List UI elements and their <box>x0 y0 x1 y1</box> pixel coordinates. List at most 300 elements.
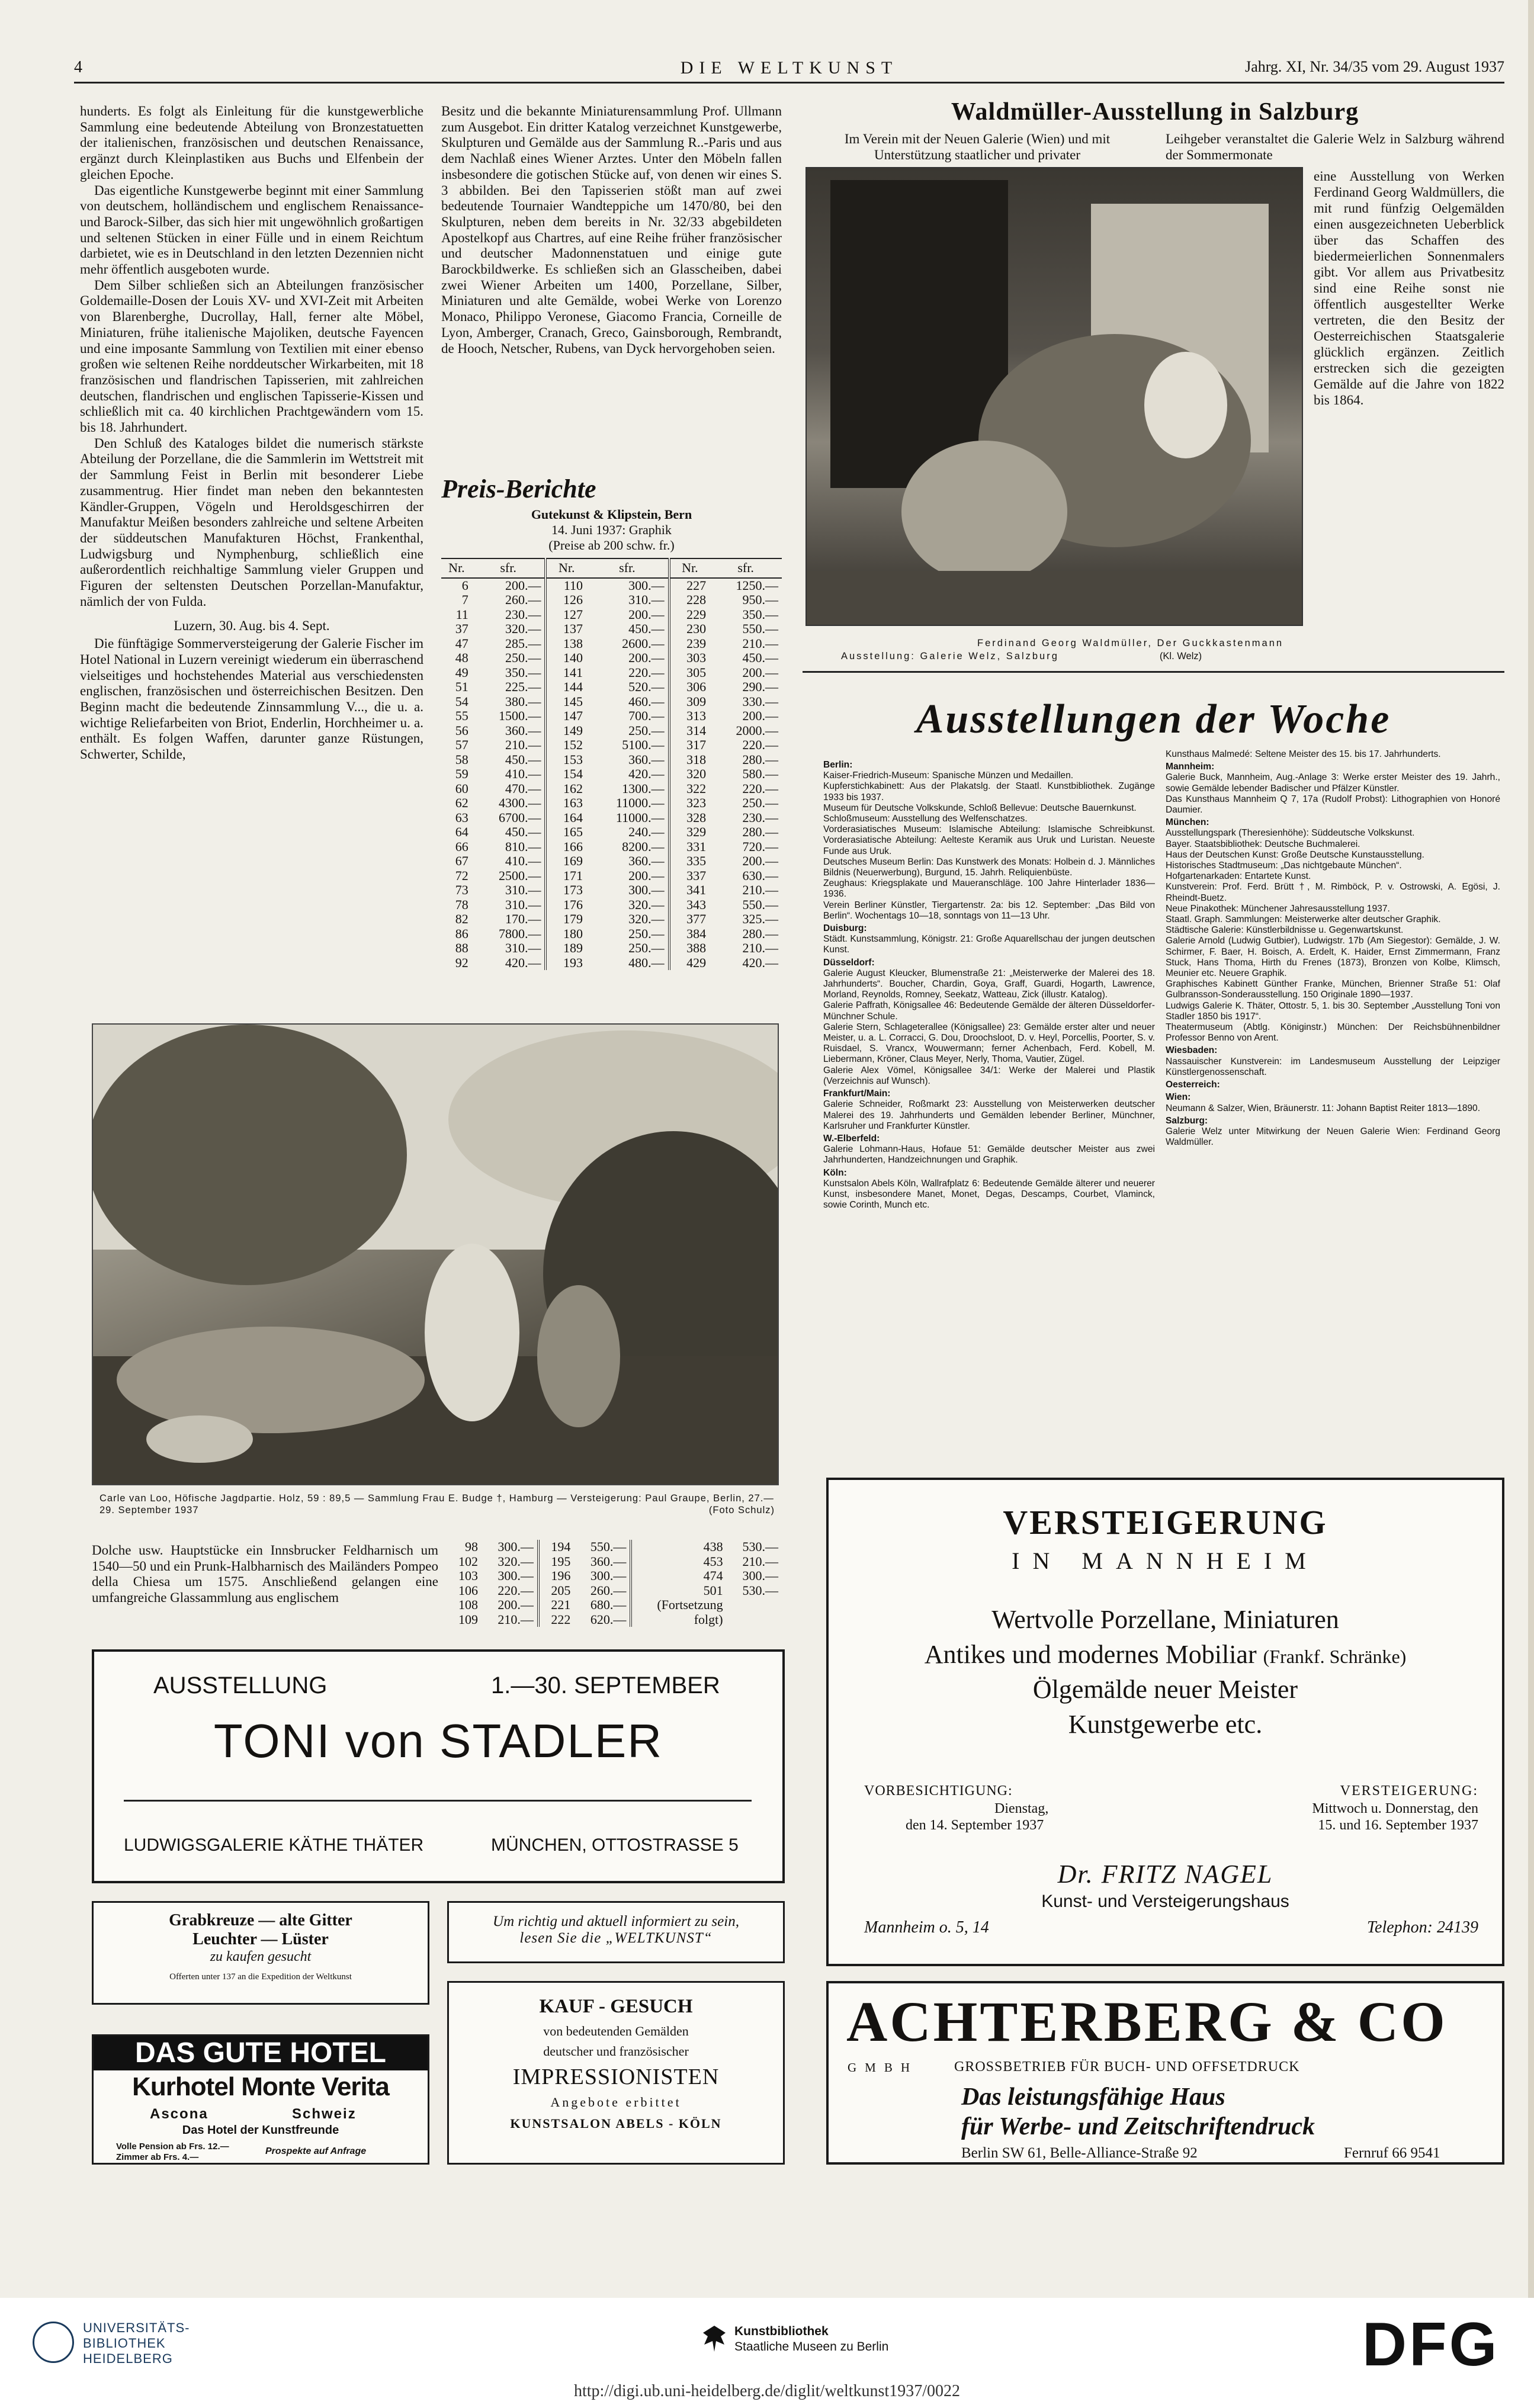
table-cell: 350.— <box>742 606 778 622</box>
ad-line: Kunst- und Versteigerungshaus <box>1041 1892 1289 1911</box>
table-cell: 227 <box>669 578 710 593</box>
table-cell: 420.— <box>505 955 541 970</box>
table-cell: 2600.— <box>622 635 665 651</box>
table-cell: 176 <box>545 898 586 913</box>
table-cell: 127 <box>545 608 586 622</box>
table-cell: 108 <box>458 1597 478 1612</box>
ad-line: KAUF - GESUCH <box>539 1996 693 2017</box>
table-cell: 470.— <box>505 781 541 796</box>
exhibition-entry: Kaiser-Friedrich-Museum: Spanische Münzen und Medaillen. <box>823 770 1074 781</box>
table-cell: 550.— <box>742 621 778 636</box>
table-cell: 360.— <box>628 853 665 868</box>
ad-line: Ascona <box>150 2106 208 2122</box>
table-cell: 82 <box>455 911 468 926</box>
table-cell: 56 <box>455 723 468 738</box>
ad-line: Grabkreuze — alte Gitter <box>169 1911 352 1929</box>
exhibition-entry: Galerie Arnold (Ludwig Gutbier), Ludwigstr. 17b (Am Siegestor): Gemälde, J. W. Schirmer, F. Baer, H. Boisch, A. Erdelt, K. Haider, Ernst Zimmermann, Franz Stuck, Hans Thoma, Hirth du Frenes (1873), Bronzen von Kolbe, Klimsch, Meunier etc. Neuere Graphik. <box>1166 936 1500 979</box>
table-cell: 173 <box>545 883 586 898</box>
waldmueller-caption <box>805 637 1493 663</box>
table-cell: 2500.— <box>498 868 541 883</box>
table-cell: 250.— <box>628 723 665 738</box>
table-cell: 300.— <box>498 1539 534 1554</box>
table-cell: 152 <box>545 738 586 753</box>
ad-headline: ACHTERBERG & CO <box>846 1990 1448 2053</box>
table-cell: 200.— <box>742 664 778 680</box>
ad-line: Berlin SW 61, Belle-Alliance-Straße 92 <box>961 2145 1198 2161</box>
university-seal-icon <box>33 2322 74 2363</box>
table-row <box>441 883 782 898</box>
painting-guckkastenmann <box>805 167 1303 626</box>
ad-line: Mittwoch u. Donnerstag, den <box>1312 1801 1478 1816</box>
rule <box>124 1800 752 1802</box>
eagle-icon <box>702 2324 727 2353</box>
table-cell: 57 <box>455 737 468 752</box>
table-cell: 320 <box>669 767 710 782</box>
exhibition-entry: Kunstsalon Abels Köln, Wallrafplatz 6: Bedeutende Gemälde älterer und neuerer Kunst, insbesondere Manet, Monet, Degas, Descamps, Courbet, Vlaminck, sowie Corinth, Munch etc. <box>823 1178 1155 1211</box>
ad-line: Wertvolle Porzellane, Miniaturen <box>991 1605 1339 1634</box>
ad-line: LUDWIGSGALERIE KÄTHE THÄTER <box>124 1835 424 1855</box>
table-cell: 330.— <box>742 693 778 709</box>
table-cell: 350.— <box>505 664 541 680</box>
paragraph: Dem Silber schließen sich an Abteilungen französischer Goldemaille-Dosen der Louis XV- und XVI-Zeit mit Arbeiten von Blarenberghe, Ducrollay, Hall, ferner alte Möbel, Miniaturen, frühe italienische Majoliken, deutsche Fayencen und eine imposante Sammlung von Textilien mit einer ebenso großen wie seltenen Reihe norddeutscher Wirkarbeiten, mit 18 französischen und flandrischen Tapisserien, mit zahlreichen deutschen, flandrischen und englischen Tapisserie-Kissen und schließlich mit ca. 40 kirchlichen Prachtgewändern vom 15. bis 18. Jahrhundert. <box>80 277 423 435</box>
ad-line: Antikes und modernes Mobiliar (Frankf. Schränke) <box>924 1640 1407 1669</box>
table-cell: 49 <box>455 664 468 680</box>
table-row <box>441 840 782 855</box>
table-row <box>447 1555 782 1569</box>
dfg-logo: DFG <box>1362 2310 1500 2379</box>
table-cell: 313 <box>669 709 710 724</box>
table-cell: 59 <box>455 766 468 781</box>
table-cell: 320.— <box>628 897 665 912</box>
table-cell: 325.— <box>742 911 778 926</box>
table-cell: 72 <box>455 868 468 883</box>
paragraph: Im Verein mit der Neuen Galerie (Wien) und mit Unterstützung staatlicher und privater <box>844 131 1111 162</box>
table-cell: 228 <box>669 593 710 608</box>
table-cell: 230.— <box>742 810 778 825</box>
table-cell: 86 <box>455 926 468 941</box>
paragraph: Dolche usw. Hauptstücke ein Innsbrucker Feldharnisch um 1540—50 und ein Prunk-Halbharnisch des Mailänders Pompeo della Chiesa um 1575. Anschließend gelangen eine umfangreiche Glassammlung aus englischem <box>92 1543 438 1605</box>
ad-line: Volle Pension ab Frs. 12.— <box>116 2141 229 2152</box>
ad-line: AUSSTELLUNG <box>153 1672 328 1699</box>
ad-headline: TONI von STADLER <box>213 1715 663 1767</box>
table-row <box>441 811 782 826</box>
exhibition-entry: Haus der Deutschen Kunst: Große Deutsche Kunstausstellung. <box>1166 849 1424 860</box>
page-number: 4 <box>74 58 82 76</box>
exhibition-entry: Galerie August Kleucker, Blumenstraße 21: „Meisterwerke der Malerei des 18. Jahrhunderts“. Boucher, Chardin, Goya, Graff, Guardi, Hogarth, Lawrence, Morland, Reynolds, Romney, Seekatz, Watteau, Zick (illustr. Katalog). <box>823 968 1155 1000</box>
exhibition-entry: Galerie Welz unter Mitwirkung der Neuen Galerie Wien: Ferdinand Georg Waldmüller. <box>1166 1126 1500 1148</box>
ad-kaufgesuch <box>447 1981 785 2165</box>
table-cell: folgt) <box>631 1613 726 1627</box>
table-cell: 5100.— <box>622 737 665 752</box>
ad-achterberg <box>826 1981 1504 2165</box>
table-cell: 98 <box>464 1539 478 1554</box>
table-row <box>447 1569 782 1584</box>
table-cell: 7800.— <box>498 926 541 941</box>
table-cell: 380.— <box>505 693 541 709</box>
table-cell: 221 <box>538 1598 575 1613</box>
ad-grabkreuze <box>92 1901 429 2005</box>
header-rule <box>74 82 1504 84</box>
table-cell: 450.— <box>628 621 665 636</box>
ad-toni-von-stadler <box>92 1649 785 1883</box>
table-cell: 317 <box>669 738 710 753</box>
table-cell: 103 <box>458 1568 478 1583</box>
table-row <box>441 854 782 869</box>
table-cell: 170.— <box>505 911 541 926</box>
exhibition-entry: Das Kunsthaus Mannheim Q 7, 17a (Rudolf Probst): Lithographien von Honoré Daumier. <box>1166 794 1500 815</box>
ad-line: 1.—30. SEPTEMBER <box>491 1672 720 1699</box>
table-cell: 200.— <box>742 708 778 723</box>
table-cell: 810.— <box>505 839 541 854</box>
table-cell: 64 <box>455 824 468 839</box>
ad-hotel-monte-verita <box>92 2034 429 2165</box>
ad-line: GMBH <box>848 2060 919 2075</box>
table-cell: 193 <box>545 956 586 971</box>
table-row <box>441 767 782 782</box>
caption-line: Ausstellung: Galerie Welz, Salzburg (Kl. Welz) <box>841 651 1202 662</box>
exhibition-entry: Galerie Lohmann-Haus, Hofaue 51: Gemälde deutscher Meister aus zwei Jahrhunderten, Handzeichnungen und Graphik. <box>823 1144 1155 1166</box>
digitization-footer <box>0 2298 1534 2408</box>
ad-line: zu kaufen gesucht <box>210 1949 312 1964</box>
table-row <box>441 753 782 768</box>
table-cell: 140 <box>545 651 586 666</box>
ad-line: Zimmer ab Frs. 4.— <box>116 2152 199 2162</box>
exhibition-entry: Neue Pinakothek: Münchener Jahresausstellung 1937. <box>1166 903 1390 914</box>
table-cell: 220.— <box>742 737 778 752</box>
waldmueller-text <box>1314 168 1504 648</box>
table-cell: 230 <box>669 622 710 637</box>
ad-line: für Werbe- und Zeitschriftendruck <box>961 2113 1315 2140</box>
col-header: Nr. <box>669 558 710 578</box>
table-cell: 230.— <box>505 606 541 622</box>
table-cell: 700.— <box>628 708 665 723</box>
paragraph: eine Ausstellung von Werken Ferdinand Georg Waldmüllers, die mit rund fünfzig Oelgemälden einen ausgezeichneten Ueberblick über das Schaffen des biedermeierlichen Sonnenmalers gibt. Vor allem aus Privatbesitz sind eine Reihe sonst nie öffentlich ausgestellter Werke vertreten, die den Besitz der Oesterreichischen Staatsgalerie glücklich ergänzen. Zeitlich erstrecken sich die gezeigten Gemälde auf die Jahre von 1822 bis 1864. <box>1314 169 1504 407</box>
table-cell: 110 <box>545 578 586 593</box>
exhibition-entry: Schloßmuseum: Ausstellung des Welfenschatzes. <box>823 814 1028 824</box>
table-cell: 154 <box>545 767 586 782</box>
table-cell: 303 <box>669 651 710 666</box>
exhibition-entry: Ludwigs Galerie K. Thäter, Ottostr. 5, 1. bis 30. September „Ausstellung Toni von Stadler 1850 bis 1917“. <box>1166 1000 1500 1022</box>
table-cell: 530.— <box>742 1539 778 1554</box>
table-cell: 360.— <box>505 723 541 738</box>
table-cell: 7 <box>461 592 468 607</box>
ad-line: VORBESICHTIGUNG: <box>864 1783 1013 1799</box>
exhibition-city: Berlin: <box>823 760 853 770</box>
paragraph: hunderts. Es folgt als Einleitung für die kunstgewerbliche Sammlung eine bedeutende Abteilung von Bronzestatuetten der italienischen, französischen und deutschen Renaissance, ergänzt durch Kleinplastiken aus Buchs und Elfenbein der gleichen Epoche. <box>80 104 423 182</box>
table-cell: 169 <box>545 854 586 869</box>
exhibition-entry: Museum für Deutsche Volkskunde, Schloß Bellevue: Deutsche Bauernkunst. <box>823 802 1137 813</box>
table-cell: 1300.— <box>622 781 665 796</box>
exhibition-entry: Zeughaus: Kriegsplakate und Maueranschläge. 100 Jahre Hinterlader 1836—1936. <box>823 878 1155 900</box>
table-cell: 950.— <box>742 592 778 607</box>
table-cell: 78 <box>455 897 468 912</box>
exhibition-entry: Theatermuseum (Abtlg. Königinstr.) München: Der Reichsbühnenbildner Professor Benno von Arent. <box>1166 1022 1500 1044</box>
table-cell: 310.— <box>628 592 665 607</box>
article-column-1 <box>80 104 423 998</box>
table-cell: 6700.— <box>498 810 541 825</box>
table-cell: 620.— <box>590 1611 627 1627</box>
table-cell: 630.— <box>742 868 778 883</box>
table-cell: 360.— <box>590 1553 627 1569</box>
table-cell: 240.— <box>628 824 665 839</box>
table-cell: 300.— <box>628 882 665 897</box>
exhibition-entry: Verein Berliner Künstler, Tiergartenstr. 2a: bis 12. September: „Das Bild von Berlin“. Wochentags 10—18, sonntags von 11—13 Uhr. <box>823 900 1155 921</box>
exhibition-entry: Neumann & Salzer, Wien, Bräunerstr. 11: Johann Baptist Reiter 1813—1890. <box>1166 1103 1481 1113</box>
exhibition-city: Duisburg: <box>823 923 867 934</box>
table-row <box>441 782 782 797</box>
table-cell: 680.— <box>590 1597 627 1612</box>
exhibition-entry: Galerie Buck, Mannheim, Aug.-Anlage 3: Werke erster Meister des 19. Jahrh., sowie Gemälde lebender Badischer und Pfälzer Künstler. <box>1166 772 1500 794</box>
exhibitions-title: Ausstellungen der Woche <box>916 696 1391 742</box>
table-cell: 290.— <box>742 679 778 694</box>
ad-line: Fernruf 66 9541 <box>1344 2145 1440 2161</box>
table-row <box>441 825 782 840</box>
table-cell: 210.— <box>742 882 778 897</box>
table-cell: 194 <box>538 1540 575 1555</box>
exhibition-city: Mannheim: <box>1166 762 1215 772</box>
table-cell: 260.— <box>505 592 541 607</box>
paragraph: Den Schluß des Kataloges bildet die numerisch stärkste Abteilung der Porzellane, die die Sammlerin im Wettstreit mit der Sammlung Feist in Berlin mit besonderer Liebe zusammentrug. Hier findet man neben den bekanntesten Kändler-Gruppen, Vögeln und Heroldsgeschirren der Manufaktur Meißen besonders zahlreiche und seltene Arbeiten der süddeutschen Manufakturen Höchst, Frankenthal, Ludwigsburg und Nymphenburg, schließlich eine außerordentlich reichhaltige Sammlung vieler Gruppen und Figuren der seltensten Deutschen Porzellan-Manufaktur, nämlich der von Fulda. <box>80 435 423 609</box>
table-cell: 11 <box>455 606 468 622</box>
table-row <box>441 637 782 651</box>
table-cell: 309 <box>669 695 710 709</box>
article-column-2 <box>441 104 782 471</box>
exhibition-entry: Städtische Galerie: Künstlerbildnisse u. Gegenwartskunst. <box>1166 925 1404 936</box>
exhibition-city: Wiesbaden: <box>1166 1045 1218 1056</box>
table-cell: 320.— <box>498 1553 534 1569</box>
exhibition-city: Oesterreich: <box>1166 1080 1220 1090</box>
exhibition-city: Düsseldorf: <box>823 957 875 968</box>
col-header: sfr. <box>710 558 782 578</box>
table-cell: 229 <box>669 608 710 622</box>
table-cell: 200.— <box>628 606 665 622</box>
exhibition-entry: Kunsthaus Malmedé: Seltene Meister des 15. bis 17. Jahrhunderts. <box>1166 749 1441 759</box>
table-cell: 11000.— <box>615 795 665 810</box>
table-row <box>441 796 782 811</box>
price-report-note: (Preise ab 200 schw. fr.) <box>548 538 675 553</box>
exhibition-entry: Galerie Alex Vömel, Königsallee 34/1: Werke der Malerei und Plastik (Verzeichnis auf Wunsch). <box>823 1065 1155 1086</box>
table-row <box>441 578 782 593</box>
ad-line: 15. und 16. September 1937 <box>1318 1818 1478 1833</box>
table-cell: 145 <box>545 695 586 709</box>
col-header: Nr. <box>441 558 472 578</box>
table-cell: 250.— <box>505 650 541 665</box>
table-cell: 149 <box>545 724 586 739</box>
table-cell: 200.— <box>628 650 665 665</box>
source-url[interactable]: http://digi.ub.uni-heidelberg.de/diglit/weltkunst1937/0022 <box>574 2382 960 2400</box>
table-row <box>441 666 782 680</box>
table-row <box>441 709 782 724</box>
table-cell: 420.— <box>742 955 778 970</box>
price-report-title: Preis-Berichte <box>441 474 596 503</box>
table-row <box>441 622 782 637</box>
table-cell: 260.— <box>590 1582 627 1598</box>
ad-line: Um richtig und aktuell informiert zu sein, <box>493 1913 739 1929</box>
table-row <box>441 738 782 753</box>
table-row <box>441 608 782 622</box>
table-cell: 320.— <box>628 911 665 926</box>
table-cell: 222 <box>538 1613 575 1627</box>
exhibition-entry: Ausstellungspark (Theresienhöhe): Süddeutsche Volkskunst. <box>1166 828 1415 839</box>
table-cell: 126 <box>545 593 586 608</box>
exhibition-entry: Galerie Schneider, Roßmarkt 23: Ausstellung von Meisterwerken deutscher Malerei des 19. Jahrhunderts und Gemälden lebender Berliner, Münchner, Karlsruher und Frankfurter Künstler. <box>823 1099 1155 1131</box>
table-cell: 331 <box>669 840 710 855</box>
exhibition-entry: Historisches Stadtmuseum: „Das nichtgebaute München“. <box>1166 861 1402 871</box>
exhibition-entry: Hofgartenarkaden: Entartete Kunst. <box>1166 871 1311 882</box>
table-cell: 171 <box>545 869 586 884</box>
table-cell: 280.— <box>742 752 778 767</box>
ad-line: Offerten unter 137 an die Expedition der Weltkunst <box>169 1972 352 1982</box>
table-cell: 48 <box>455 650 468 665</box>
paragraph: Leihgeber veranstaltet die Galerie Welz in Salzburg während der Sommermonate <box>1166 131 1504 162</box>
ad-line: Prospekte auf Anfrage <box>265 2146 367 2156</box>
table-cell: 429 <box>669 956 710 971</box>
exhibition-entry: Staatl. Graph. Sammlungen: Meisterwerke alter deutscher Graphik. <box>1166 914 1441 925</box>
table-cell: 200.— <box>742 853 778 868</box>
table-cell: 384 <box>669 927 710 942</box>
table-cell: 314 <box>669 724 710 739</box>
table-cell: 250.— <box>628 926 665 941</box>
hotel-name: Kurhotel Monte Verita <box>132 2072 389 2101</box>
ad-line: Dienstag, <box>994 1801 1049 1816</box>
caption-text: Carle van Loo, Höfische Jagdpartie. Holz, 59 : 89,5 — Sammlung Frau E. Budge †, Hamburg — Versteigerung: Paul Graupe, Berlin, 27.—29. September 1937 <box>100 1493 774 1516</box>
ad-line: Schweiz <box>292 2106 357 2122</box>
table-cell: 300.— <box>742 1568 778 1583</box>
table-cell: 153 <box>545 753 586 768</box>
table-row <box>441 956 782 971</box>
table-cell: 250.— <box>742 795 778 810</box>
col-header: Nr. <box>545 558 586 578</box>
exhibition-entry: Kupferstichkabinett: Aus der Plakatslg. der Staatl. Kunstbibliothek. Zugänge 1933 bis 1937. <box>823 781 1155 802</box>
ad-line: Das Hotel der Kunstfreunde <box>182 2124 339 2137</box>
table-cell: 300.— <box>498 1568 534 1583</box>
table-cell: 335 <box>669 854 710 869</box>
table-cell: 200.— <box>628 868 665 883</box>
table-cell: 720.— <box>742 839 778 854</box>
ad-line: Das leistungsfähige Haus <box>961 2083 1225 2111</box>
table-cell: 225.— <box>505 679 541 694</box>
table-cell: 60 <box>455 781 468 796</box>
table-cell: 360.— <box>628 752 665 767</box>
exhibition-entry: Kunstverein: Prof. Ferd. Brütt †, M. Rimböck, P. v. Ostrowski, A. Egösi, J. Rheindt-Buetz. <box>1166 882 1500 903</box>
table-cell: 164 <box>545 811 586 826</box>
ad-line: lesen Sie die „WELTKUNST“ <box>519 1930 713 1946</box>
ad-line: Angebote erbittet <box>550 2095 682 2110</box>
table-cell: 200.— <box>505 577 541 593</box>
table-cell: 530.— <box>742 1582 778 1598</box>
photo-credit: (Foto Schulz) <box>708 1505 775 1516</box>
table-row <box>441 869 782 884</box>
table-cell: 4300.— <box>498 795 541 810</box>
rule <box>803 671 1504 673</box>
table-cell: 162 <box>545 782 586 797</box>
company-name: Dr. FRITZ NAGEL <box>1057 1860 1273 1889</box>
table-cell: 92 <box>455 955 468 970</box>
table-cell: 550.— <box>742 897 778 912</box>
table-cell: 179 <box>545 912 586 927</box>
table-cell: 210.— <box>742 940 778 955</box>
price-table <box>441 558 782 970</box>
table-cell: 220.— <box>498 1582 534 1598</box>
table-cell: 195 <box>538 1555 575 1569</box>
table-cell: 306 <box>669 680 710 695</box>
table-row <box>447 1584 782 1598</box>
table-cell: 137 <box>545 622 586 637</box>
exhibition-entry: Deutsches Museum Berlin: Das Kunstwerk des Monats: Holbein d. J. Männliches Bildnis (Neuerwerbung), Burgund, 15. Jahrh. Reliquienbüste. <box>823 856 1155 878</box>
paragraph: Das eigentliche Kunstgewerbe beginnt mit einer Sammlung von deutschem, holländischem und englischem Renaissance- und Barock-Silber, das sich hier mit ungewöhnlich großartigen und seltenen Stücken in einer Fülle und in einem Reichtum darbietet, wie es in Deutschland in den letzten Dezennien nicht mehr öffentlich ausgeboten wurde. <box>80 182 423 277</box>
table-row <box>441 593 782 608</box>
exhibition-city: W.-Elberfeld: <box>823 1133 880 1144</box>
caption-line: Ferdinand Georg Waldmüller, Der Guckkastenmann <box>977 638 1284 648</box>
hunting-party-image <box>93 1025 778 1484</box>
table-cell: 480.— <box>628 955 665 970</box>
table-cell: 474 <box>631 1569 726 1584</box>
table-cell: 501 <box>631 1584 726 1598</box>
table-cell: 280.— <box>742 926 778 941</box>
table-cell: 47 <box>455 635 468 651</box>
table-cell: 322 <box>669 782 710 797</box>
ad-headline: VERSTEIGERUNG <box>1003 1503 1328 1542</box>
exhibition-entry: Galerie Stern, Schlageterallee (Königsallee) 23: Gemälde erster alter und neuer Meister, u. a. L. Corracci, G. Dou, Droochsloot, D. v. Heyl, Porcellis, Poorter, S. v. Ruisdael, S. Vrancx, Wouwermann; ferner Achenbach, Ferd. Kobell, M. Liebermann, Kröner, Claus Meyer, Nerly, Thoma, Vautier, Zügel. <box>823 1022 1155 1065</box>
table-cell: 165 <box>545 825 586 840</box>
kunstbibliothek-logo: Kunstbibliothek Staatliche Museen zu Berlin <box>734 2324 889 2354</box>
table-cell: 66 <box>455 839 468 854</box>
table-cell: 51 <box>455 679 468 694</box>
table-cell: 318 <box>669 753 710 768</box>
table-cell: 11000.— <box>615 810 665 825</box>
table-cell: 310.— <box>505 897 541 912</box>
masthead: DIE WELTKUNST <box>680 58 898 78</box>
table-cell: 67 <box>455 853 468 868</box>
table-cell: 460.— <box>628 693 665 709</box>
table-cell: 62 <box>455 795 468 810</box>
table-cell: 343 <box>669 898 710 913</box>
table-cell: 1500.— <box>498 708 541 723</box>
table-cell: 550.— <box>590 1539 627 1554</box>
exhibition-entry: Vorderasiatisches Museum: Islamische Abteilung: Islamische Schreibkunst. Vorderasiatische Abteilung: Aelteste Keramik aus Uruk und Luristan. Neueste Funde aus Uruk. <box>823 824 1155 856</box>
ad-line: KUNSTSALON ABELS - KÖLN <box>510 2116 722 2131</box>
table-cell: 453 <box>631 1555 726 1569</box>
table-cell: 300.— <box>628 577 665 593</box>
dateline: Luzern, 30. Aug. bis 4. Sept. <box>174 618 330 633</box>
table-cell: 200.— <box>498 1597 534 1612</box>
table-cell: 37 <box>455 621 468 636</box>
table-cell: 250.— <box>628 940 665 955</box>
table-cell: 388 <box>669 941 710 956</box>
exhibition-entry: Nassauischer Kunstverein: im Landesmuseum Ausstellung der Leipziger Künstlergenossenschaft. <box>1166 1056 1500 1077</box>
table-row <box>441 651 782 666</box>
paragraph: Die fünftägige Sommerversteigerung der Galerie Fischer im Hotel National in Luzern vereinigt wiederum ein überraschend vielseitiges und hochstehendes Material aus verschiedensten englischen, französischen und österreichischen Besitzen. Den Beginn macht die bedeutende Zinnsammlung V..., die u. a. wichtige Reliefarbeiten von Briot, Enderlin, Horchheimer u. a. enthält. Es folgen Waffen, darunter ganze Rüstungen, Schwerter, Schilde, <box>80 636 423 762</box>
table-cell: 210.— <box>742 635 778 651</box>
table-cell: 420.— <box>628 766 665 781</box>
table-cell: 280.— <box>742 824 778 839</box>
table-cell: 88 <box>455 940 468 955</box>
table-cell: 180 <box>545 927 586 942</box>
table-cell <box>727 1613 782 1627</box>
table-row <box>447 1540 782 1555</box>
exhibition-entry: Galerie Paffrath, Königsallee 46: Bedeutende Gemälde der älteren Düsseldorfer-Münchner Schule. <box>823 1000 1155 1022</box>
table-cell: 438 <box>631 1540 726 1555</box>
exhibitions-left <box>823 758 1155 1439</box>
table-row <box>441 898 782 913</box>
table-cell: 163 <box>545 796 586 811</box>
exhibition-city: Frankfurt/Main: <box>823 1089 891 1099</box>
table-cell: 341 <box>669 883 710 898</box>
col-header: sfr. <box>586 558 669 578</box>
ad-line: VERSTEIGERUNG: <box>1340 1783 1478 1799</box>
table-cell: 63 <box>455 810 468 825</box>
table-cell: 73 <box>455 882 468 897</box>
